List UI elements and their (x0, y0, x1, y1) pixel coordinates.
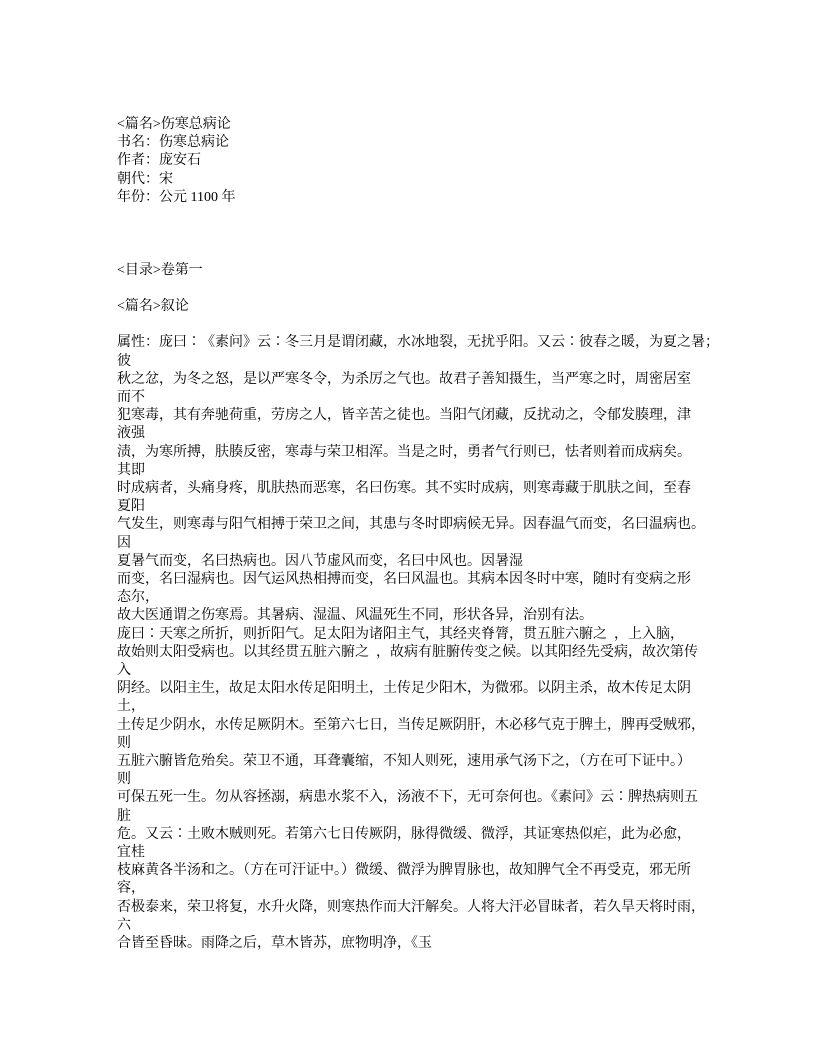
body-text-line: 气发生，则寒毒与阳气相搏于荣卫之间，其患与冬时即病候无异。因春温气而变，名曰温病也。 (117, 517, 705, 533)
body-text-line: 秋之忿，为冬之怒，是以严寒冬令，为杀厉之气也。故君子善知摄生，当严寒之时，周密居室 (117, 371, 691, 387)
body-text-line: 而变，名曰湿病也。因气运风热相搏而变，名曰风温也。其病本因冬时中寒，随时有变病之形 (117, 572, 691, 587)
spacer-after-metadata-line (117, 225, 717, 243)
body-text-line: 危。又云∶土败木贼则死。若第六七日传厥阴，脉得微缓、微浮，其证寒热似疟，此为必愈， (117, 826, 691, 842)
body-text-line: 因 (117, 535, 131, 551)
body-text-line: 态尔， (117, 590, 159, 606)
body-text-line: 则 (117, 735, 131, 751)
toc-heading-line: <目录>卷第一 (117, 262, 203, 278)
body-text-line: 宜桂 (117, 845, 145, 861)
body-text-line: 属性：庞曰∶《素问》云∶冬三月是谓闭藏，水冰地裂，无扰乎阳。又云∶彼春之暖，为夏之暑； (117, 335, 719, 351)
spacer-after-toc (117, 280, 717, 298)
spacer-after-section-title (117, 316, 717, 334)
spacer-after-metadata (117, 207, 717, 262)
body-text-line: 则 (117, 772, 131, 788)
body-text-line: 而不 (117, 389, 145, 405)
body-text-line: 土传足少阴水，水传足厥阴木。至第六七日，当传足厥阴肝，木必移气克于脾土，脾再受贼邪， (117, 717, 705, 733)
body-text-line: 彼 (117, 353, 131, 369)
body-text-line: 夏阳 (117, 499, 145, 515)
body-text-line: 故始则太阳受病也。以其经贯五脏六腑之 ，故病有脏腑传变之候。以其阳经先受病，故次第传 (117, 644, 698, 660)
document-title-tag-line: <篇名>伤寒总病论 (117, 117, 231, 132)
document-metadata-line: 朝代：宋 (117, 171, 173, 187)
body-text-line: 液强 (117, 426, 145, 442)
body-text-line: 五脏六腑皆危殆矣。荣卫不通，耳聋囊缩，不知人则死，速用承气汤下之，（方在可下证中。） (117, 754, 691, 770)
spacer-after-toc-line (117, 280, 717, 298)
body-text-line: 容， (117, 881, 145, 897)
spacer-after-metadata-line (117, 243, 717, 261)
body-text-line: 否极泰来，荣卫将复，水升火降，则寒热作而大汗解矣。人将大汗必冒昧者，若久旱天将时雨， (117, 899, 705, 915)
body-text-line: 时成病者，头痛身疼，肌肤热而恶寒，名曰伤寒。其不实时成病，则寒毒藏于肌肤之间，至春 (117, 480, 691, 496)
body-text-line: 渍，为寒所搏，肤腠反密，寒毒与荣卫相浑。当是之时，勇者气行则已，怯者则着而成病矣。 (117, 444, 691, 460)
document-metadata (117, 134, 717, 207)
document-metadata-line: 年份：公元 1100 年 (117, 189, 236, 205)
body-text-line: 犯寒毒，其有奔驰荷重，劳房之人，皆辛苦之徒也。当阳气闭藏，反扰动之，令郁发腠理，津 (117, 408, 691, 424)
spacer-after-section-title-line (117, 316, 717, 334)
body-text-line: 入 (117, 663, 131, 679)
section-title-tag-line: <篇名>叙论 (117, 298, 189, 314)
body-text-line: 脏 (117, 808, 131, 824)
document-title-tag (117, 116, 717, 134)
body-text-line: 其即 (117, 462, 145, 478)
body-text-line: 庞曰∶天寒之所折，则折阳气。足太阳为诸阳主气，其经夹脊膂，贯五脏六腑之 ，上入脑， (117, 626, 684, 642)
section-title-tag (117, 298, 717, 316)
body-text-line: 枝麻黄各半汤和之。（方在可汗证中。）微缓、微浮为脾胃脉也，故知脾气全不再受克，邪无所 (117, 863, 691, 879)
document-metadata-line: 作者：庞安石 (117, 153, 201, 169)
body-text-line: 六 (117, 917, 131, 933)
document-text (117, 116, 717, 953)
body-text-line: 土， (117, 699, 145, 715)
body-text-line: 合皆至昏昧。雨降之后，草木皆苏，庶物明净，《玉 (117, 936, 432, 952)
spacer-after-metadata-line (117, 207, 717, 225)
document-metadata-line: 书名：伤寒总病论 (117, 135, 229, 151)
body-text-line: 可保五死一生。勿从容拯溺，病患水浆不入，汤液不下，无可奈何也。《素问》云∶脾热病则五 (117, 790, 698, 806)
body-text (117, 334, 717, 953)
body-text-line: 故大医通谓之伤寒焉。其暑病、湿温、风温死生不同，形状各异，治别有法。 (117, 608, 593, 624)
toc-heading (117, 262, 717, 280)
body-text-line: 夏暑气而变，名曰热病也。因八节虚风而变，名曰中风也。因暑湿 (117, 553, 523, 569)
body-text-line: 阴经。以阳主生，故足太阳水传足阳明土，土传足少阳木，为微邪。以阴主杀，故木传足太阴 (117, 681, 691, 697)
